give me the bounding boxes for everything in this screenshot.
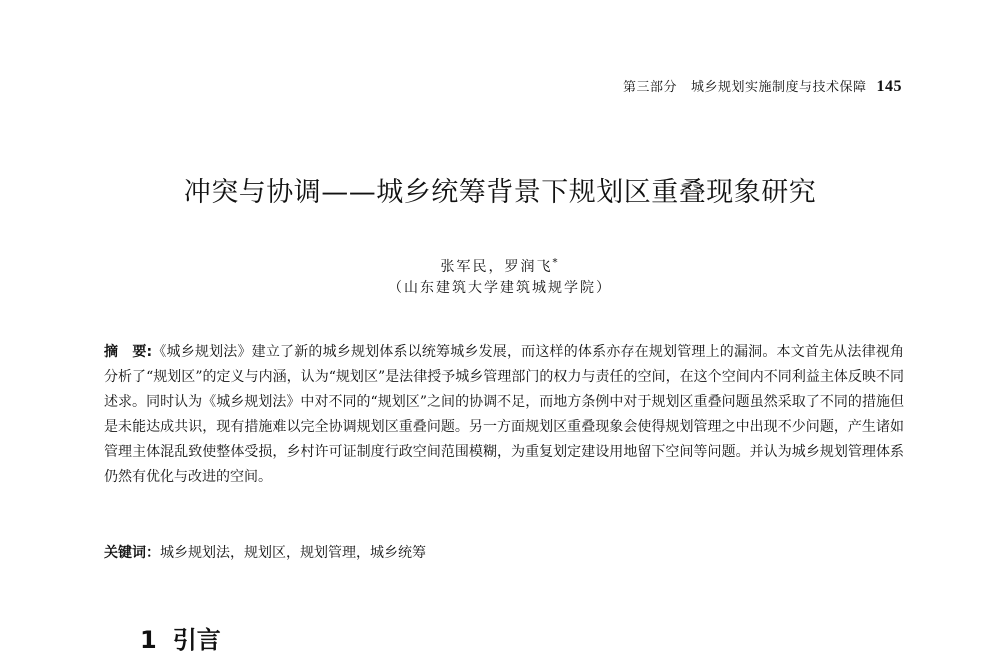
keywords-text: 城乡规划法，规划区，规划管理，城乡统筹 — [160, 545, 426, 561]
section-number: 1 — [140, 626, 157, 654]
paper-title: 冲突与协调——城乡统筹背景下规划区重叠现象研究 — [183, 177, 817, 208]
authors-text: 张军民，罗润飞 — [440, 259, 553, 275]
section-heading — [140, 620, 221, 655]
abstract — [104, 340, 904, 490]
affiliation: （山东建筑大学建筑城规学院） — [388, 280, 612, 296]
running-header — [623, 76, 902, 96]
abstract-text: 《城乡规划法》建立了新的城乡规划体系以统筹城乡发展，而这样的体系亦存在规划管理上的漏洞。本文首先从法律视角分析了“规划区”的定义与内涵，认为“规划区”是法律授予城乡管理部门的权力与责任的空间，在这个空间内不同利益主体反映不同述求。同时认为《城乡规划法》中对不同的“规划区”之间的协调不足，而地方条例中对于规划区重叠问题虽然采取了不同的措施但是未能达成共识，现有措施难以完全协调规划区重叠问题。另一方面规划区重叠现象会使得规划管理之中出现不少问题，产生诸如管理主体混乱致使整体受损，乡村许可证制度行政空间范围模糊，为重复划定建设用地留下空间等问题。并认为城乡规划管理体系仍然有优化与改进的空间。 — [104, 344, 904, 485]
keywords-label: 关键词： — [104, 545, 160, 561]
running-header-part: 第三部分 — [622, 80, 677, 95]
keywords — [104, 541, 904, 566]
abstract-label: 摘 要: — [104, 344, 153, 360]
author-list — [0, 256, 1000, 276]
page-number: 145 — [876, 78, 902, 95]
section-title: 引言 — [172, 626, 221, 654]
running-header-chapter: 城乡规划实施制度与技术保障 — [690, 80, 867, 95]
corresponding-author-mark: * — [552, 257, 560, 269]
